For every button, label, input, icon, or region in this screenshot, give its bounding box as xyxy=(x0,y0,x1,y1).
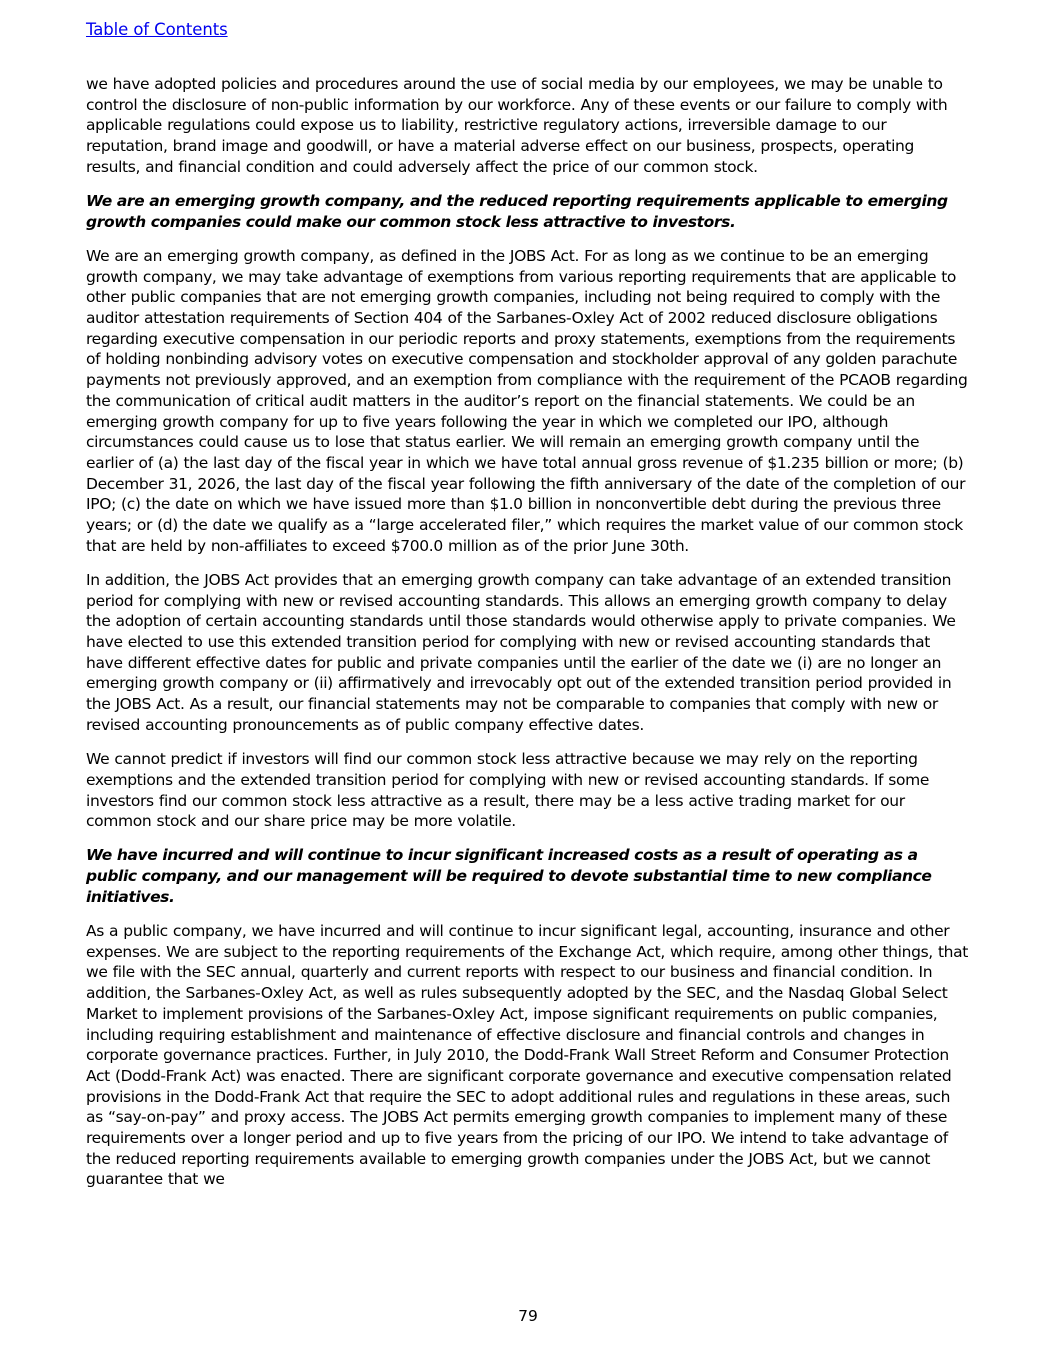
paragraph-public-company-expenses: As a public company, we have incurred and will continue to incur significant legal, accounting, insurance and other expenses. We are subject to the reporting requirements of the Exchange Act, which require, among other things, that we file with the SEC annual, quarterly and current reports with respect to our business and financial condition. In addition, the Sarbanes-Oxley Act, as well as rules subsequently adopted by the SEC, and the Nasdaq Global Select Market to implement provisions of the Sarbanes-Oxley Act, impose significant requirements on public companies, including requiring establishment and maintenance of effective disclosure and financial controls and changes in corporate governance practices. Further, in July 2010, the Dodd-Frank Wall Street Reform and Consumer Protection Act (Dodd-Frank Act) was enacted. There are significant corporate governance and executive compensation related provisions in the Dodd-Frank Act that require the SEC to adopt additional rules and regulations in these areas, such as “say-on-pay” and proxy access. The JOBS Act permits emerging growth companies to implement many of these requirements over a longer period and up to five years from the pricing of our IPO. We intend to take advantage of the reduced reporting requirements available to emerging growth companies under the JOBS Act, but we cannot guarantee that we xyxy=(86,922,969,1189)
paragraph-emerging-growth-definition: We are an emerging growth company, as defined in the JOBS Act. For as long as we continue to be an emerging growth company, we may take advantage of exemptions from various reporting requirements that are applicable to other public companies that are not emerging growth companies, including not being required to comply with the auditor attestation requirements of Section 404 of the Sarbanes-Oxley Act of 2002 reduced disclosure obligations regarding executive compensation in our periodic reports and proxy statements, exemptions from the requirements of holding nonbinding advisory votes on executive compensation and stockholder approval of any golden parachute payments not previously approved, and an exemption from compliance with the requirement of the PCAOB regarding the communication of critical audit matters in the auditor’s report on the financial statements. We could be an emerging growth company for up to five years following the year in which we completed our IPO, although circumstances could cause us to lose that status earlier. We will remain an emerging growth company until the earlier of (a) the last day of the fiscal year in which we have total annual gross revenue of $1.235 billion or more; (b) December 31, 2026, the last day of the fiscal year following the fifth anniversary of the date of the completion of our IPO; (c) the date on which we have issued more than $1.0 billion in nonconvertible debt during the previous three years; or (d) the date we qualify as a “large accelerated filer,” which requires the market value of our common stock that are held by non-affiliates to exceed $700.0 million as of the prior June 30th. xyxy=(86,246,968,555)
page-number: 79 xyxy=(518,1307,538,1325)
table-of-contents-link[interactable]: Table of Contents xyxy=(86,20,228,39)
heading-public-company-costs: We have incurred and will continue to incur significant increased costs as a result of operating as a public company, and our management will be required to devote substantial time to new compliance initiatives. xyxy=(86,846,932,906)
document-page xyxy=(86,0,970,1365)
paragraph-extended-transition-period: In addition, the JOBS Act provides that an emerging growth company can take advantage of an extended transition period for complying with new or revised accounting standards. This allows an emerging growth company to delay the adoption of certain accounting standards until those standards would otherwise apply to private companies. We have elected to use this extended transition period for complying with new or revised accounting standards that have different effective dates for public and private companies until the earlier of the date we (i) are no longer an emerging growth company or (ii) affirmatively and irrevocably opt out of the extended transition period provided in the JOBS Act. As a result, our financial statements may not be comparable to companies that comply with new or revised accounting pronouncements as of public company effective dates. xyxy=(86,570,956,734)
paragraph-social-media-risk: we have adopted policies and procedures around the use of social media by our employees, we may be unable to control the disclosure of non-public information by our workforce. Any of these events or our failure to comply with applicable regulations could expose us to liability, restrictive regulatory actions, irreversible damage to our reputation, brand image and goodwill, or have a material adverse effect on our business, prospects, operating results, and financial condition and could adversely affect the price of our common stock. xyxy=(86,75,948,176)
page-content xyxy=(86,74,970,1204)
paragraph-investor-attractiveness: We cannot predict if investors will find our common stock less attractive because we may rely on the reporting exemptions and the extended transition period for complying with new or revised accounting standards. If some investors find our common stock less attractive as a result, there may be a less active trading market for our common stock and our share price may be more volatile. xyxy=(86,750,930,831)
heading-emerging-growth-company: We are an emerging growth company, and the reduced reporting requirements applicable to emerging growth companies could make our common stock less attractive to investors. xyxy=(86,192,948,231)
